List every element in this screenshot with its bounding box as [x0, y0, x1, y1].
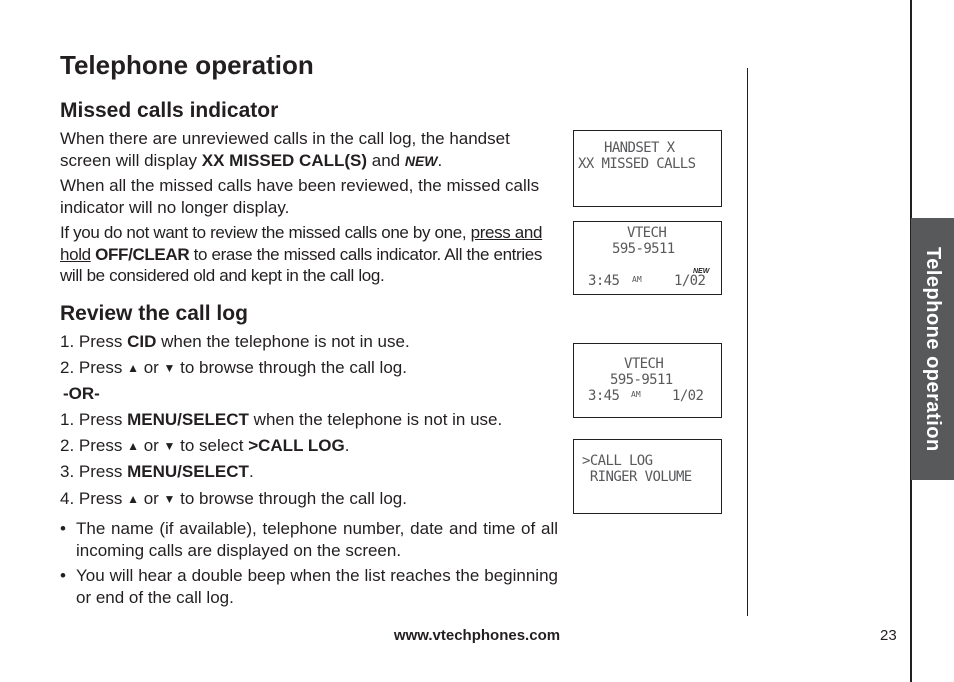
lcd-line: RINGER VOLUME — [582, 469, 692, 485]
lcd-time: 3:45 — [588, 273, 620, 289]
lcd-line: 595-9511 — [612, 241, 675, 257]
lcd-screen-new-call — [573, 221, 722, 295]
up-arrow-icon: ▲ — [127, 361, 139, 375]
alt-step-4-browse: 4. Press ▲ or ▼ to browse through the call log. — [60, 489, 407, 508]
lcd-screen-menu — [573, 439, 722, 514]
lcd-new-indicator: NEW — [693, 268, 710, 275]
lcd-line: XX MISSED CALLS — [578, 156, 696, 172]
lcd-time: 3:45 — [588, 388, 620, 404]
up-arrow-icon: ▲ — [127, 492, 139, 506]
lcd-screen-call-entry — [573, 343, 722, 418]
alt-step-2-select: 2. Press ▲ or ▼ to select >CALL LOG. — [60, 436, 350, 455]
missed-paragraph-2: When all the missed calls have been reviewed, the missed calls indicator will no longer display. — [60, 176, 540, 217]
column-divider — [747, 68, 748, 616]
lcd-line: VTECH — [627, 225, 667, 241]
bullet-dot-icon: • — [60, 566, 66, 585]
lcd-screen-missed-calls — [573, 130, 722, 207]
down-arrow-icon: ▼ — [163, 361, 176, 375]
down-arrow-icon: ▼ — [163, 492, 176, 506]
page-title: Telephone operation — [60, 50, 314, 80]
bullet-item: • You will hear a double beep when the list reaches the beginning or end of the call log. — [60, 566, 558, 607]
footer-url: www.vtechphones.com — [393, 627, 561, 644]
lcd-ampm: AM — [631, 390, 641, 399]
step-1-cid: 1. Press CID when the telephone is not in use. — [60, 332, 410, 351]
review-heading: Review the call log — [60, 302, 248, 325]
up-arrow-icon: ▲ — [127, 439, 139, 453]
section-side-tab: Telephone operation — [911, 218, 954, 480]
down-arrow-icon: ▼ — [163, 439, 176, 453]
or-separator: -OR- — [63, 384, 100, 403]
lcd-ampm: AM — [632, 275, 642, 284]
bullet-item: • The name (if available), telephone number, date and time of all incoming calls are displayed on the screen. — [60, 519, 558, 560]
step-2-browse: 2. Press ▲ or ▼ to browse through the call log. — [60, 358, 407, 377]
lcd-line: VTECH — [624, 356, 664, 372]
lcd-line: 595-9511 — [610, 372, 673, 388]
missed-paragraph-3: If you do not want to review the missed calls one by one, press and hold OFF/CLEAR to erase the missed calls indicator. All the entries will be considered old and kept in the call log. — [60, 223, 543, 285]
alt-step-1-menu: 1. Press MENU/SELECT when the telephone is not in use. — [60, 410, 503, 429]
alt-step-3-menu: 3. Press MENU/SELECT. — [60, 462, 254, 481]
lcd-line: HANDSET X — [604, 140, 675, 156]
bullet-dot-icon: • — [60, 519, 66, 538]
missed-paragraph-1: When there are unreviewed calls in the call log, the handset screen will display XX MISSED CALL(S) and NEW. — [60, 129, 510, 170]
lcd-date: 1/02 — [674, 273, 706, 289]
lcd-date: 1/02 — [672, 388, 704, 404]
page-number: 23 — [880, 627, 897, 644]
missed-calls-heading: Missed calls indicator — [60, 99, 279, 122]
lcd-line: >CALL LOG — [582, 453, 653, 469]
